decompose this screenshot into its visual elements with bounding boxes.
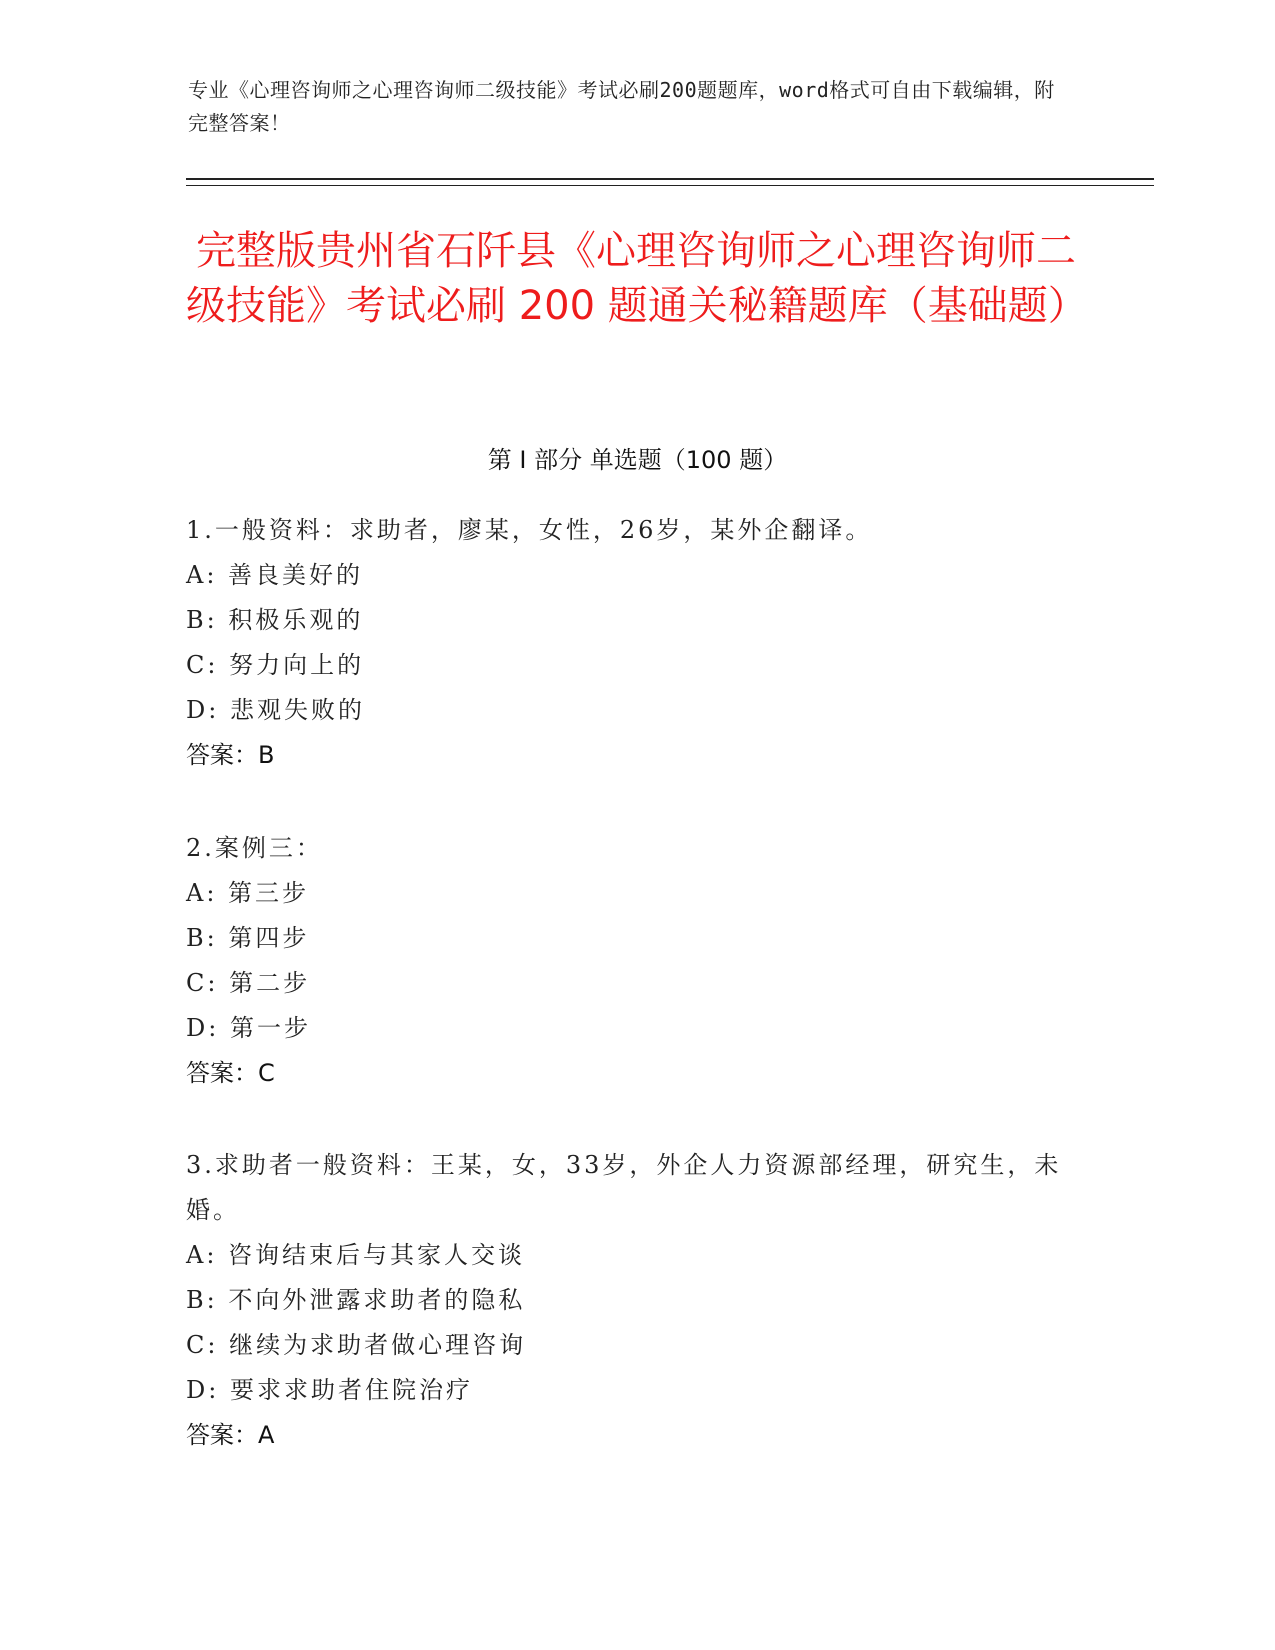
option-d: D: 悲观失败的: [186, 696, 365, 724]
option-c: C: 继续为求助者做心理咨询: [186, 1331, 527, 1359]
answer: 答案：A: [186, 1421, 275, 1449]
header-divider-thick: [186, 178, 1154, 180]
header-note: 专业《心理咨询师之心理咨询师二级技能》考试必刷200题题库，word格式可自由下载编辑，附完整答案！: [188, 78, 1055, 135]
option-a: A: 第三步: [186, 879, 310, 907]
answer: 答案：B: [186, 741, 275, 769]
question-stem: 2.案例三：: [186, 834, 323, 862]
header-divider-thin: [186, 185, 1154, 186]
question-stem: 3.求助者一般资料：王某，女，33岁，外企人力资源部经理，研究生，未婚。: [186, 1151, 1062, 1224]
option-d: D: 要求求助者住院治疗: [186, 1376, 473, 1404]
option-c: C: 第二步: [186, 969, 311, 997]
option-a: A: 咨询结束后与其家人交谈: [186, 1241, 526, 1269]
option-a: A: 善良美好的: [186, 561, 364, 589]
question-2: [186, 826, 1086, 1096]
option-b: B: 第四步: [186, 924, 310, 952]
option-b: B: 积极乐观的: [186, 606, 364, 634]
question-stem: 1.一般资料：求助者，廖某，女性，26岁，某外企翻译。: [186, 516, 873, 544]
option-d: D: 第一步: [186, 1014, 311, 1042]
option-c: C: 努力向上的: [186, 651, 365, 679]
answer: 答案：C: [186, 1059, 275, 1087]
section-heading: 第 I 部分 单选题（100 题）: [487, 446, 788, 474]
option-b: B: 不向外泄露求助者的隐私: [186, 1286, 526, 1314]
question-3: [186, 1143, 1086, 1458]
question-1: [186, 508, 1086, 778]
document-title: 完整版贵州省石阡县《心理咨询师之心理咨询师二级技能》考试必刷 200 题通关秘籍题库（基础题）: [186, 228, 1088, 329]
